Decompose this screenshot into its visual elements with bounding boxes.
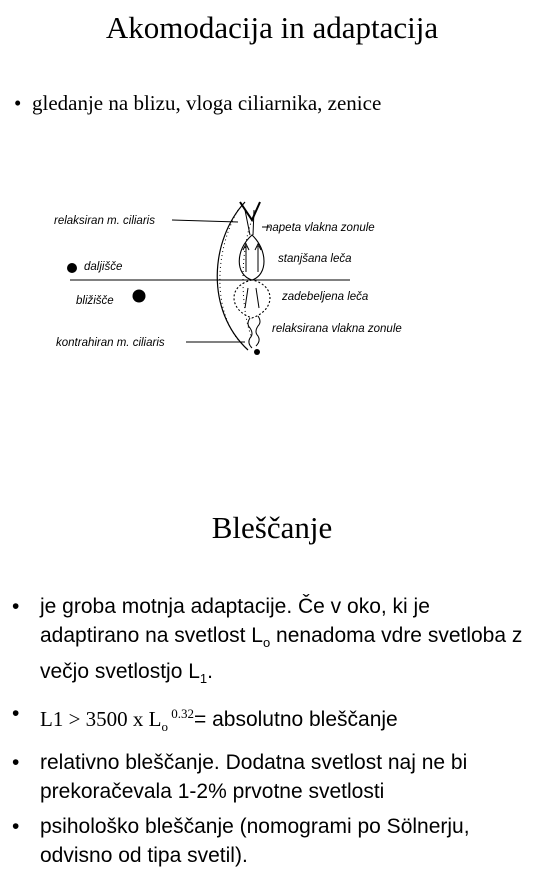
- near-point-dot: [133, 290, 146, 303]
- section-title-glare: Bleščanje: [211, 510, 333, 545]
- label-zadebeljena: zadebeljena leča: [282, 291, 369, 303]
- label-daljisce: daljišče: [84, 261, 123, 273]
- glare-bullet-psychological: • psihološko bleščanje (nomogrami po Sölnerju, odvisno od tipa svetil).: [12, 814, 470, 867]
- label-blizisce: bližišče: [76, 295, 114, 307]
- label-relaksiran: relaksiran m. ciliaris: [54, 215, 155, 227]
- glare-bullet-list: [12, 592, 532, 876]
- glare-bullet-formula: • L1 > 3500 x $L_o$ $^{0.32}$= absolutno bleščanje: [12, 702, 398, 735]
- label-kontrahiran: kontrahiran m. ciliaris: [56, 337, 165, 349]
- section-title-accommodation: Akomodacija in adaptacija: [105, 10, 439, 45]
- label-stanjsana: stanjšana leča: [278, 253, 352, 265]
- label-relaksirana: relaksirana vlakna zonule: [272, 323, 402, 335]
- eye-accommodation-diagram: [40, 180, 440, 380]
- glare-bullet-definition: • je groba motnja adaptacije. Če v oko, ki je adaptirano na svetlost $L_o$ nenadoma vdre svetloba z večjo svetlostjo $L_1$.: [12, 595, 523, 687]
- bullet-near-vision: • gledanje na blizu, vloga ciliarnika, zenice: [14, 91, 382, 115]
- label-napeta: napeta vlakna zonule: [266, 222, 375, 234]
- far-point-dot: [67, 263, 77, 273]
- glare-bullet-relative: • relativno bleščanje. Dodatna svetlost naj ne bi prekoračevala 1-2% prvotne svetlosti: [12, 750, 468, 803]
